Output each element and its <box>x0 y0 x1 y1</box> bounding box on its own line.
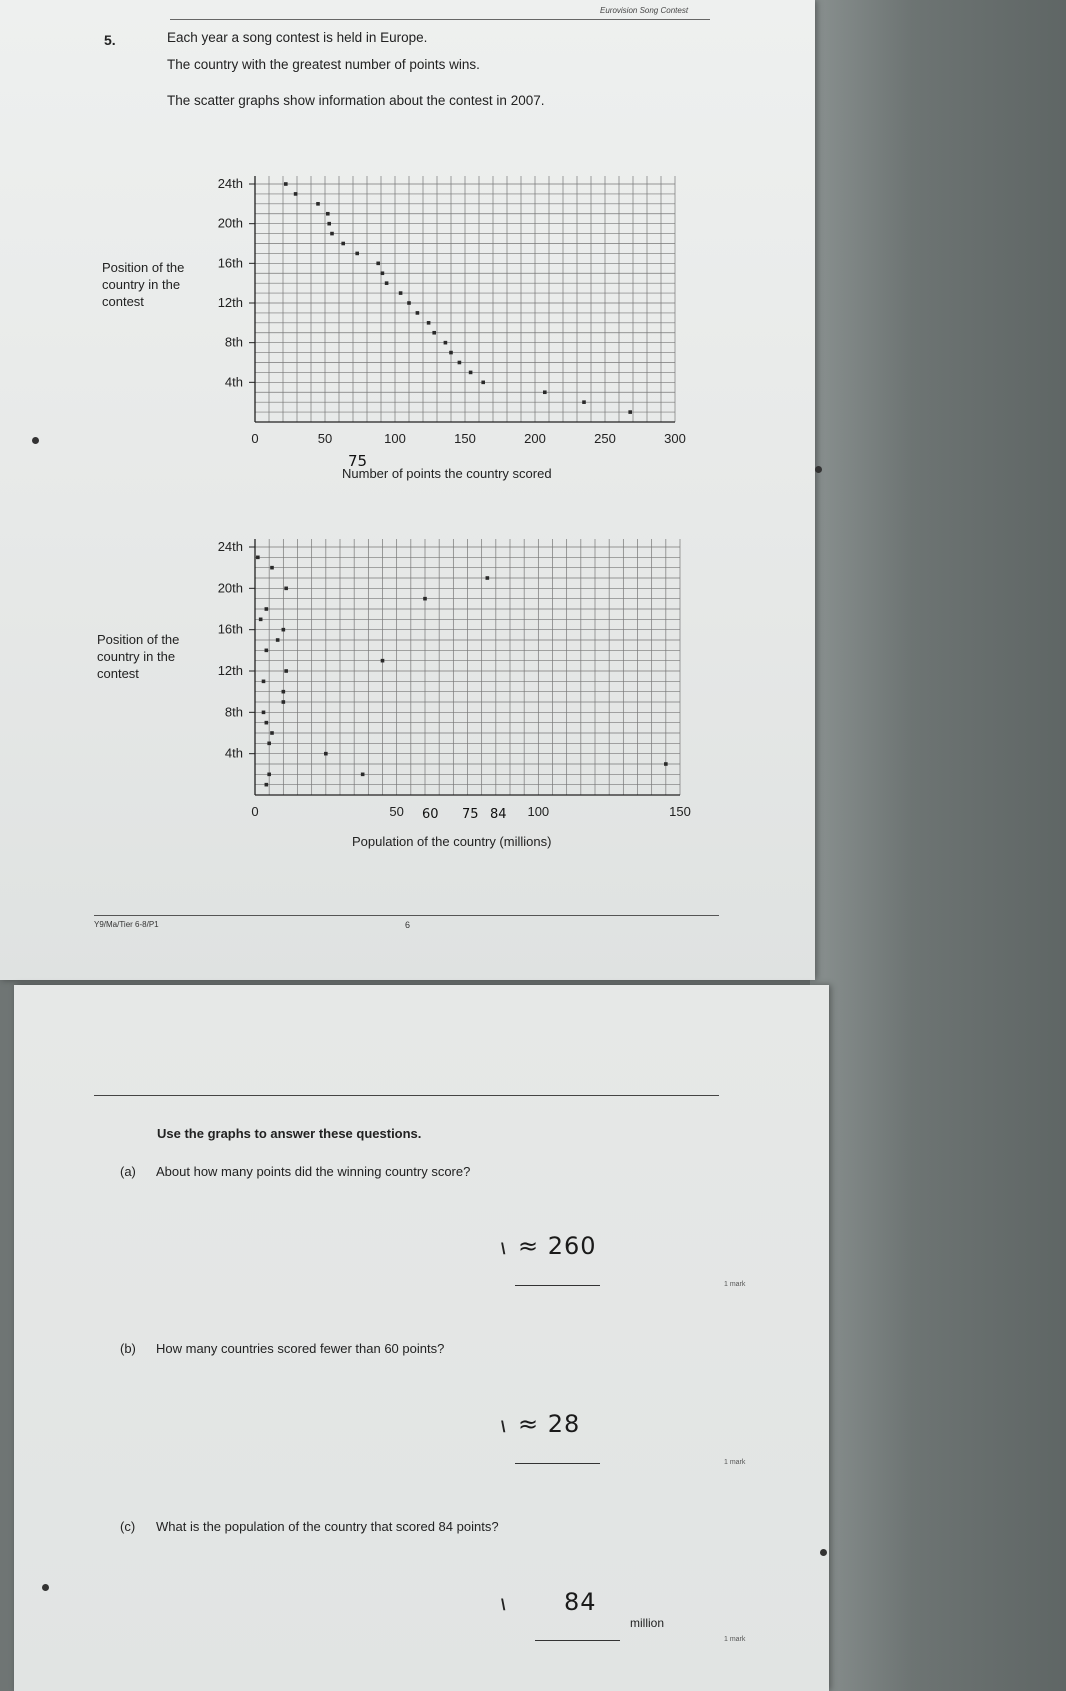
binder-hole-left <box>32 437 39 444</box>
graph2-handwritten-note: 75 <box>462 807 479 822</box>
graph1-y-tick-label: 24th <box>217 176 243 191</box>
graph1-x-tick-label: 50 <box>317 431 333 446</box>
graph1-ylabel: Position of the country in the contest <box>102 260 185 309</box>
footer-code: Y9/Ma/Tier 6-8/P1 <box>94 920 159 929</box>
graph2-ylabel: Position of the country in the contest <box>97 632 180 681</box>
graph2-x-tick-label: 100 <box>527 804 550 819</box>
graph1-y-tick-label: 4th <box>224 374 243 390</box>
worksheet-page-top <box>0 0 815 980</box>
part-c-answer: 84 <box>564 1588 597 1616</box>
graph2-point <box>270 731 274 735</box>
footer-rule <box>94 915 719 916</box>
graph1-y-tick-label: 16th <box>217 255 243 271</box>
part-b-label: (b) <box>120 1341 136 1356</box>
part-b-answer-line <box>515 1463 600 1464</box>
header-tab: Eurovision Song Contest <box>600 6 689 15</box>
part-b-question: How many countries scored fewer than 60 points? <box>156 1341 445 1356</box>
binder-hole-right-2 <box>820 1549 827 1556</box>
graph1-y-tick-label: 8th <box>224 334 243 350</box>
page-number: 6 <box>405 920 411 930</box>
graph2-point <box>262 711 266 715</box>
part-c-question: What is the population of the country that scored 84 points? <box>156 1519 499 1534</box>
question-number: 5. <box>104 32 116 48</box>
graph1-x-tick-label: 300 <box>664 431 686 446</box>
part-c-unit: million <box>630 1616 665 1630</box>
graph1-x-tick-label: 250 <box>594 431 616 446</box>
part-a-answer-line <box>515 1285 600 1286</box>
graph1-x-tick-label: 0 <box>251 431 259 446</box>
graph2-point <box>423 597 427 601</box>
part-b-tick-mark: \ <box>501 1419 506 1436</box>
part-a-tick-mark: \ <box>501 1241 506 1258</box>
graph1-x-tick-label: 100 <box>384 431 406 446</box>
graph2-point <box>284 587 288 591</box>
graph1-xlabel: Number of points the country scored <box>342 466 552 481</box>
intro-line-1: Each year a song contest is held in Europe. <box>167 30 428 45</box>
graph1-handwritten-75: 75 <box>348 452 368 470</box>
part-b-answer: ≈ 28 <box>518 1410 581 1438</box>
graph2-point <box>265 649 269 653</box>
graph2-y-tick-label: 8th <box>224 704 243 720</box>
graph2-point <box>256 556 260 560</box>
graph2-point <box>282 690 286 694</box>
page2-top-rule <box>94 1095 719 1096</box>
part-c-tick-mark: \ <box>501 1597 506 1614</box>
worksheet-page-bottom <box>14 985 829 1691</box>
graph1-x-tick-label: 150 <box>454 431 476 446</box>
scatter-population-vs-position <box>0 0 815 840</box>
graph1-x-tick-label: 200 <box>524 431 546 446</box>
binder-hole-left-2 <box>42 1584 49 1591</box>
graph2-y-tick-label: 16th <box>217 621 243 637</box>
graph2-point <box>259 618 263 622</box>
graph2-point <box>267 742 271 746</box>
graph2-x-tick-label: 0 <box>251 804 259 819</box>
intro-line-2: The country with the greatest number of points wins. <box>167 57 480 72</box>
graph2-point <box>486 576 490 580</box>
graph2-y-tick-label: 12th <box>217 663 243 678</box>
graph2-y-tick-label: 24th <box>217 539 243 554</box>
part-b-mark: 1 mark <box>724 1459 746 1466</box>
graph2-point <box>270 566 274 570</box>
graph2-point <box>265 607 269 611</box>
graph2-point <box>276 638 280 642</box>
binder-hole-right <box>815 466 822 473</box>
graph2-point <box>282 628 286 632</box>
graph2-point <box>265 783 269 787</box>
graph2-point <box>381 659 385 663</box>
graph1-y-tick-label: 12th <box>217 295 243 310</box>
part-a-label: (a) <box>120 1164 136 1179</box>
graph2-point <box>664 762 668 766</box>
graph1-y-tick-label: 20th <box>217 215 243 231</box>
graph2-x-tick-label: 50 <box>389 804 404 819</box>
graph2-point <box>324 752 328 756</box>
instructions: Use the graphs to answer these questions. <box>157 1126 422 1141</box>
graph2-point <box>282 700 286 704</box>
graph2-y-tick-label: 4th <box>224 745 243 761</box>
background-desk <box>810 0 1066 1691</box>
part-a-question: About how many points did the winning country score? <box>156 1164 471 1179</box>
graph2-handwritten-note: 84 <box>490 807 507 822</box>
part-c-label: (c) <box>120 1519 136 1534</box>
graph2-handwritten-note: 60 <box>422 807 439 822</box>
intro-line-3: The scatter graphs show information about the contest in 2007. <box>167 93 545 108</box>
graph2-point <box>284 669 288 673</box>
part-c-answer-line <box>535 1640 620 1641</box>
graph2-point <box>265 721 269 725</box>
graph2-y-tick-label: 20th <box>217 580 243 596</box>
part-a-answer: ≈ 260 <box>518 1232 597 1260</box>
graph2-point <box>262 680 266 684</box>
graph2-x-tick-label: 150 <box>669 804 691 819</box>
part-a-mark: 1 mark <box>724 1281 746 1288</box>
graph2-point <box>267 773 271 777</box>
graph2-point <box>361 773 365 777</box>
graph2-xlabel: Population of the country (millions) <box>352 834 552 849</box>
part-c-mark: 1 mark <box>724 1636 746 1643</box>
